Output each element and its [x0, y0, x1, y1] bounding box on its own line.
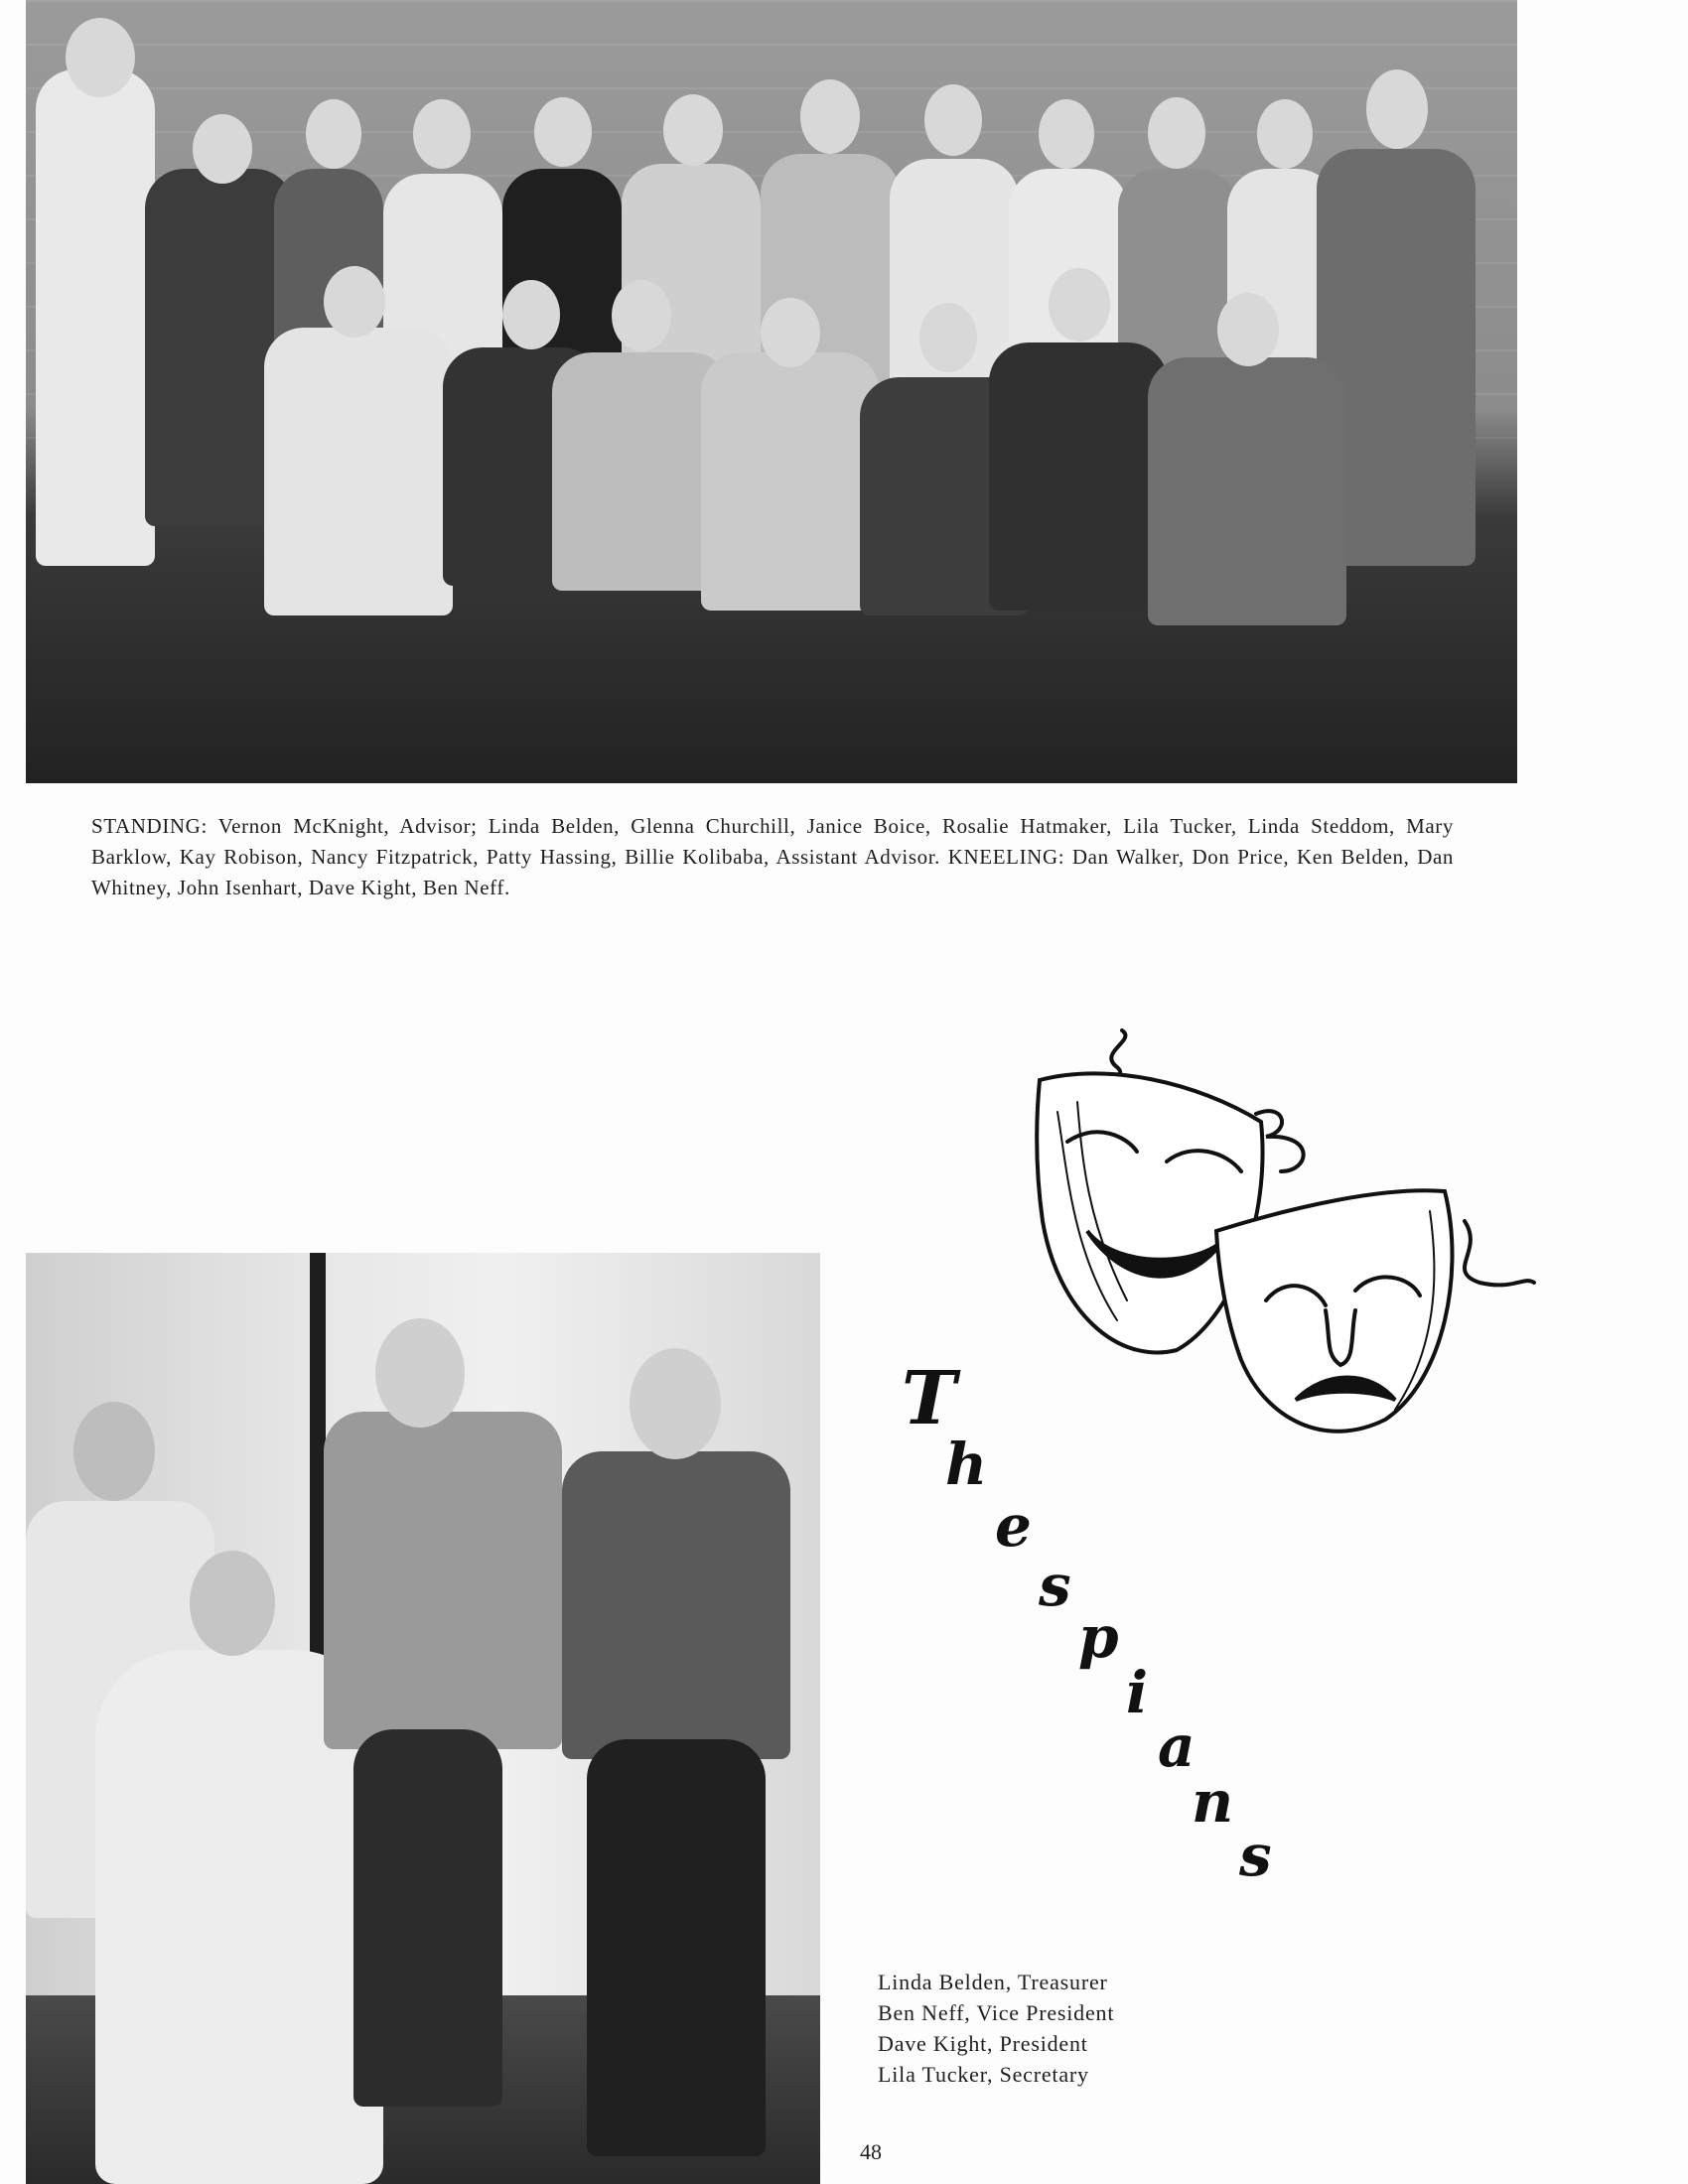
title-letter-p: p [1078, 1603, 1119, 1671]
theatre-masks-icon [1028, 1023, 1544, 1479]
title-letter-s: s [1039, 1552, 1071, 1619]
officer-president: Dave Kight, President [878, 2031, 1088, 2056]
page-number: 48 [860, 2139, 882, 2164]
group-photo [26, 0, 1517, 783]
title-letter-e: e [995, 1492, 1032, 1560]
title-letter-n: n [1192, 1768, 1234, 1836]
title-letter-a: a [1158, 1712, 1196, 1780]
officer-secretary: Lila Tucker, Secretary [878, 2062, 1089, 2087]
title-letter-i: i [1126, 1659, 1149, 1726]
officers-photo [26, 1253, 820, 2184]
officers-list [878, 1967, 1114, 2090]
group-caption: STANDING: Vernon McKnight, Advisor; Linda Belden, Glenna Churchill, Janice Boice, Rosalie Hatmaker, Lila Tucker, Linda Steddom, Mary Barklow, Kay Robison, Nancy Fitzpatrick, Patty Hassing, Billie Kolibaba, Assistant Advisor. KNEELING: Dan Walker, Don Price, Ken Belden, Dan Whitney, John Isenhart, Dave Kight, Ben Neff. [91, 814, 1454, 899]
title-letter-s2: s [1239, 1822, 1272, 1889]
officer-vice-president: Ben Neff, Vice President [878, 2000, 1115, 2025]
officer-treasurer: Linda Belden, Treasurer [878, 1970, 1108, 1994]
title-letter-h: h [945, 1431, 988, 1498]
title-letter-t: T [902, 1356, 957, 1441]
